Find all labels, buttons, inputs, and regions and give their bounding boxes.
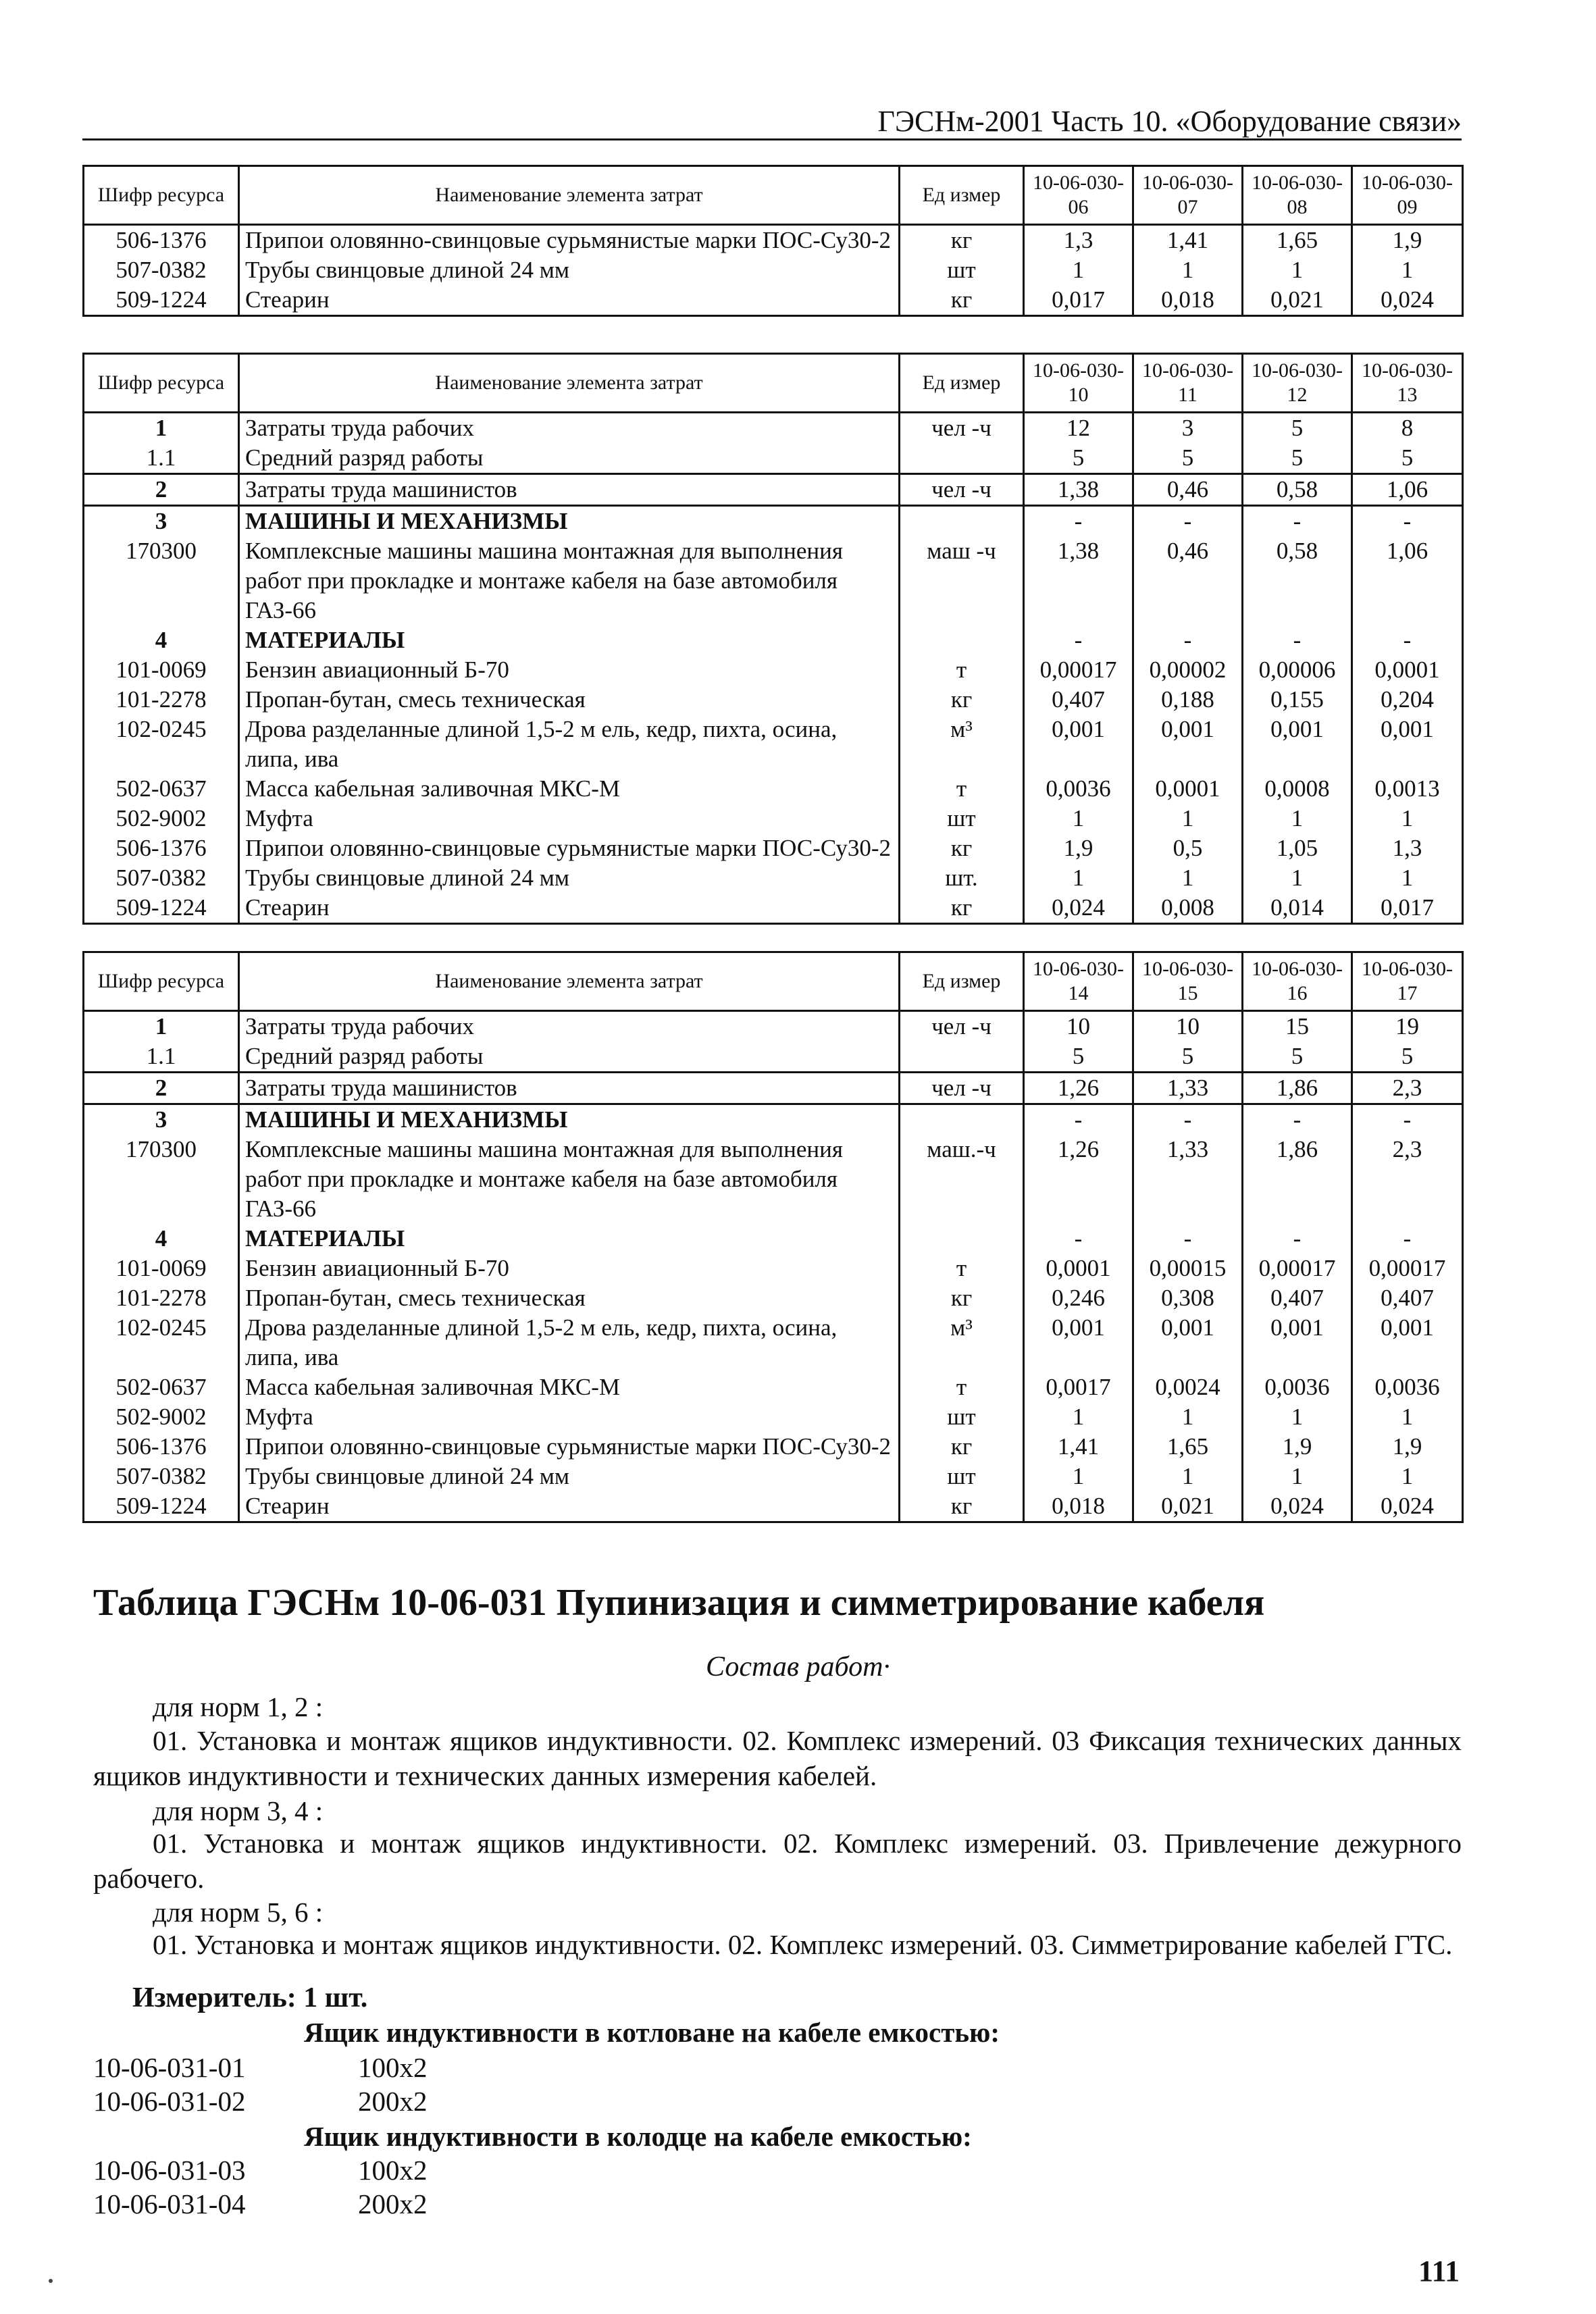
norm-value: 0,001 (1024, 715, 1133, 774)
resource-name: Муфта (239, 804, 900, 833)
norm-value: 1,41 (1133, 225, 1243, 256)
norm-value: - (1024, 1224, 1133, 1254)
table-row (84, 474, 1463, 506)
header-name: Наименование элемента затрат (239, 354, 900, 413)
header-norm: 10-06-030-07 (1133, 166, 1243, 225)
table-row (84, 1462, 1463, 1491)
norm-value: 0,407 (1243, 1283, 1352, 1313)
for-norms-3-4: для норм 3, 4 : (153, 1795, 324, 1826)
norm-value: 0,407 (1352, 1283, 1463, 1313)
norm-value: 1 (1024, 255, 1133, 285)
resource-code: 502-9002 (84, 804, 239, 833)
resource-name: МАТЕРИАЛЫ (239, 625, 900, 655)
resource-name: Муфта (239, 1402, 900, 1432)
resource-unit: т (900, 1254, 1024, 1283)
norm-value: - (1352, 1104, 1463, 1135)
resource-code: 509-1224 (84, 285, 239, 316)
header-norm: 10-06-030-13 (1352, 354, 1463, 413)
group-heading-pit: Ящик индуктивности в котловане на кабеле емкостью: (304, 2017, 1000, 2048)
for-norms-1-2: для норм 1, 2 : (153, 1691, 324, 1722)
resource-code: 101-2278 (84, 1283, 239, 1313)
norm-value: 1 (1133, 1402, 1243, 1432)
norm-value: 0,001 (1133, 1313, 1243, 1372)
table-row (84, 1432, 1463, 1462)
norm-value: 1,05 (1243, 833, 1352, 863)
norm-value: 0,001 (1243, 715, 1352, 774)
resource-name: Масса кабельная заливочная МКС-М (239, 1372, 900, 1402)
table-row (84, 1491, 1463, 1522)
norm-value: 1 (1243, 1402, 1352, 1432)
resource-unit: маш.-ч (900, 1135, 1024, 1224)
norm-value: 0,0001 (1133, 774, 1243, 804)
table-row (84, 833, 1463, 863)
norm-value: 0,018 (1024, 1491, 1133, 1522)
for-norms-5-6: для норм 5, 6 : (153, 1897, 324, 1928)
resource-code: 101-0069 (84, 1254, 239, 1283)
norm-value: 5 (1243, 1042, 1352, 1073)
resource-name: МАТЕРИАЛЫ (239, 1224, 900, 1254)
norm-value: 5 (1133, 443, 1243, 474)
header-norm: 10-06-030-12 (1243, 354, 1352, 413)
norm-value: 1,26 (1024, 1073, 1133, 1104)
header-norm: 10-06-030-11 (1133, 354, 1243, 413)
norm-value: 0,024 (1352, 285, 1463, 316)
table-row (84, 443, 1463, 474)
resource-code: 506-1376 (84, 833, 239, 863)
norm-value: 1,65 (1243, 225, 1352, 256)
norm-value: 1 (1352, 804, 1463, 833)
resource-unit: чел -ч (900, 413, 1024, 444)
resource-unit: т (900, 774, 1024, 804)
resource-unit: кг (900, 225, 1024, 256)
table-row (84, 1254, 1463, 1283)
header-rule (82, 138, 1462, 140)
resource-unit (900, 1042, 1024, 1073)
norm-value: 19 (1352, 1011, 1463, 1042)
norm-value: - (1352, 625, 1463, 655)
norm-value: 0,0024 (1133, 1372, 1243, 1402)
resource-name: Бензин авиационный Б-70 (239, 655, 900, 685)
table-row (84, 863, 1463, 893)
resource-unit: шт. (900, 863, 1024, 893)
norm-value: 1,9 (1024, 833, 1133, 863)
group-heading-well: Ящик индуктивности в колодце на кабеле емкостью: (304, 2121, 972, 2152)
norm-value: 0,00017 (1243, 1254, 1352, 1283)
resource-code: 4 (84, 1224, 239, 1254)
norm-value: - (1024, 506, 1133, 537)
norm-value: 0,008 (1133, 893, 1243, 924)
resource-name: МАШИНЫ И МЕХАНИЗМЫ (239, 1104, 900, 1135)
resource-unit: чел -ч (900, 1011, 1024, 1042)
norm-value: 0,00015 (1133, 1254, 1243, 1283)
resource-name: Стеарин (239, 1491, 900, 1522)
table-row (84, 1313, 1463, 1372)
resource-code: 3 (84, 506, 239, 537)
norm-value: - (1133, 1104, 1243, 1135)
norm-value: - (1243, 1224, 1352, 1254)
norm-value: - (1352, 506, 1463, 537)
norm-value: 0,58 (1243, 536, 1352, 625)
norm-value: 0,024 (1243, 1491, 1352, 1522)
resource-name: Припои оловянно-свинцовые сурьмянистые марки ПОС-Су30-2 (239, 1432, 900, 1462)
norm-value: 15 (1243, 1011, 1352, 1042)
norm-value: - (1024, 625, 1133, 655)
page-number: 111 (1418, 2255, 1460, 2288)
norm-value: 1,41 (1024, 1432, 1133, 1462)
table-row (84, 506, 1463, 537)
resource-name: Комплексные машины машина монтажная для выполнения работ при прокладке и монтаже кабеля на базе автомобиля ГАЗ-66 (239, 1135, 900, 1224)
norm-code: 10-06-031-03 (93, 2155, 246, 2186)
resource-code: 101-0069 (84, 655, 239, 685)
work-list-5-6: 01. Установка и монтаж ящиков индуктивности. 02. Комплекс измерений. 03. Симметрирование кабелей ГТС. (153, 1929, 1453, 1960)
norm-value: - (1024, 1104, 1133, 1135)
norm-value: 0,001 (1133, 715, 1243, 774)
norm-value: 1,26 (1024, 1135, 1133, 1224)
norm-value: 5 (1352, 1042, 1463, 1073)
resource-unit: м³ (900, 715, 1024, 774)
norm-value: 0,00017 (1352, 1254, 1463, 1283)
table-row (84, 685, 1463, 715)
resource-code: 509-1224 (84, 893, 239, 924)
table-row (84, 1372, 1463, 1402)
norm-value: - (1133, 1224, 1243, 1254)
resource-code: 102-0245 (84, 715, 239, 774)
norm-value: 0,5 (1133, 833, 1243, 863)
resource-unit (900, 506, 1024, 537)
norm-value: 12 (1024, 413, 1133, 444)
norm-value: 1 (1024, 863, 1133, 893)
resource-code: 1.1 (84, 443, 239, 474)
norm-value: 5 (1243, 413, 1352, 444)
header-unit: Ед измер (900, 354, 1024, 413)
table-row (84, 1224, 1463, 1254)
resource-code: 506-1376 (84, 225, 239, 256)
table-row (84, 536, 1463, 625)
norm-value: 0,0017 (1024, 1372, 1133, 1402)
resource-code: 507-0382 (84, 255, 239, 285)
norm-value: 1,9 (1352, 1432, 1463, 1462)
norm-value: 0,00006 (1243, 655, 1352, 685)
resource-unit: т (900, 655, 1024, 685)
table-row (84, 225, 1463, 256)
header-unit: Ед измер (900, 166, 1024, 225)
resource-name: Дрова разделанные длиной 1,5-2 м ель, кедр, пихта, осина, липа, ива (239, 1313, 900, 1372)
norm-value: 0,024 (1352, 1491, 1463, 1522)
table-row (84, 804, 1463, 833)
scan-speck (49, 2279, 53, 2283)
table-row (84, 413, 1463, 444)
resource-unit: кг (900, 833, 1024, 863)
resource-name: Припои оловянно-свинцовые сурьмянистые марки ПОС-Су30-2 (239, 225, 900, 256)
table-row (84, 893, 1463, 924)
norm-value: 0,58 (1243, 474, 1352, 506)
norm-value: 1 (1243, 863, 1352, 893)
norm-value: 1 (1352, 863, 1463, 893)
resource-unit (900, 1104, 1024, 1135)
resource-unit: шт (900, 1462, 1024, 1491)
norm-value: 1 (1024, 804, 1133, 833)
resource-code: 502-0637 (84, 1372, 239, 1402)
table-row (84, 1042, 1463, 1073)
resource-table-030-10-13 (82, 353, 1464, 925)
header-code: Шифр ресурса (84, 354, 239, 413)
norm-value: - (1243, 1104, 1352, 1135)
header-code: Шифр ресурса (84, 166, 239, 225)
norm-value: 3 (1133, 413, 1243, 444)
running-header: ГЭСНм-2001 Часть 10. «Оборудование связи» (877, 105, 1462, 138)
resource-name: Средний разряд работы (239, 1042, 900, 1073)
norm-value: 0,246 (1024, 1283, 1133, 1313)
norm-value: 2,3 (1352, 1073, 1463, 1104)
norm-value: 0,018 (1133, 285, 1243, 316)
work-list-1-2: 01. Установка и монтаж ящиков индуктивности. 02. Комплекс измерений. 03 Фиксация технических данных ящиков индуктивности и технических данных измерения кабелей. (93, 1725, 1462, 1791)
norm-value: 1,06 (1352, 474, 1463, 506)
resource-code: 102-0245 (84, 1313, 239, 1372)
header-norm: 10-06-030-15 (1133, 952, 1243, 1011)
resource-code: 170300 (84, 536, 239, 625)
meter-unit: Измеритель: 1 шт. (132, 1982, 368, 2013)
norm-value: 5 (1024, 1042, 1133, 1073)
norm-value: 1 (1133, 1462, 1243, 1491)
norm-value: 0,46 (1133, 536, 1243, 625)
norm-value: 5 (1352, 443, 1463, 474)
norm-value: 8 (1352, 413, 1463, 444)
resource-unit: чел -ч (900, 1073, 1024, 1104)
resource-name: Бензин авиационный Б-70 (239, 1254, 900, 1283)
norm-value: 10 (1024, 1011, 1133, 1042)
norm-value: 1 (1243, 804, 1352, 833)
resource-unit: кг (900, 1432, 1024, 1462)
resource-name: Стеарин (239, 285, 900, 316)
resource-name: Затраты труда рабочих (239, 413, 900, 444)
resource-name: Трубы свинцовые длиной 24 мм (239, 863, 900, 893)
resource-name: Дрова разделанные длиной 1,5-2 м ель, кедр, пихта, осина, липа, ива (239, 715, 900, 774)
norm-value: - (1243, 506, 1352, 537)
table-row (84, 1402, 1463, 1432)
norm-value: 1,38 (1024, 474, 1133, 506)
resource-name: Масса кабельная заливочная МКС-М (239, 774, 900, 804)
norm-value: 0,0036 (1243, 1372, 1352, 1402)
norm-value: 0,407 (1024, 685, 1133, 715)
norm-value: 0,0001 (1024, 1254, 1133, 1283)
norm-code: 10-06-031-01 (93, 2052, 246, 2083)
norm-value: 0,204 (1352, 685, 1463, 715)
resource-code: 101-2278 (84, 685, 239, 715)
resource-name: Затраты труда машинистов (239, 1073, 900, 1104)
norm-value: 2,3 (1352, 1135, 1463, 1224)
norm-value: 0,001 (1243, 1313, 1352, 1372)
norm-code: 10-06-031-02 (93, 2086, 246, 2117)
resource-unit (900, 1224, 1024, 1254)
norm-value: 0,017 (1352, 893, 1463, 924)
header-norm: 10-06-030-09 (1352, 166, 1463, 225)
norm-value: 0,0036 (1024, 774, 1133, 804)
norm-value: 5 (1133, 1042, 1243, 1073)
norm-capacity: 100x2 (358, 2052, 428, 2083)
header-norm: 10-06-030-17 (1352, 952, 1463, 1011)
resource-unit: маш -ч (900, 536, 1024, 625)
norm-value: 1,9 (1243, 1432, 1352, 1462)
norm-value: 0,0013 (1352, 774, 1463, 804)
header-norm: 10-06-030-06 (1024, 166, 1133, 225)
header-norm: 10-06-030-14 (1024, 952, 1133, 1011)
resource-name: Трубы свинцовые длиной 24 мм (239, 255, 900, 285)
resource-code: 509-1224 (84, 1491, 239, 1522)
resource-unit: кг (900, 1491, 1024, 1522)
resource-code: 507-0382 (84, 863, 239, 893)
resource-code: 1 (84, 1011, 239, 1042)
norm-capacity: 100x2 (358, 2155, 428, 2186)
norm-value: 5 (1243, 443, 1352, 474)
resource-code: 1 (84, 413, 239, 444)
resource-unit: шт (900, 255, 1024, 285)
resource-unit: кг (900, 893, 1024, 924)
table-row (84, 285, 1463, 316)
resource-name: Трубы свинцовые длиной 24 мм (239, 1462, 900, 1491)
norm-value: 1 (1352, 255, 1463, 285)
norm-value: 5 (1024, 443, 1133, 474)
norm-value: 0,188 (1133, 685, 1243, 715)
resource-code: 506-1376 (84, 1432, 239, 1462)
norm-value: 1 (1352, 1462, 1463, 1491)
norm-value: - (1133, 506, 1243, 537)
header-norm: 10-06-030-10 (1024, 354, 1133, 413)
resource-unit: кг (900, 685, 1024, 715)
resource-name: Припои оловянно-свинцовые сурьмянистые марки ПОС-Су30-2 (239, 833, 900, 863)
norm-value: 1,06 (1352, 536, 1463, 625)
resource-name: Затраты труда рабочих (239, 1011, 900, 1042)
table-title: Таблица ГЭСНм 10-06-031 Пупинизация и симметрирование кабеля (93, 1582, 1265, 1624)
table-row (84, 774, 1463, 804)
table-row (84, 1073, 1463, 1104)
resource-code: 502-9002 (84, 1402, 239, 1432)
norm-capacity: 200x2 (358, 2086, 428, 2117)
norm-value: 0,0008 (1243, 774, 1352, 804)
header-code: Шифр ресурса (84, 952, 239, 1011)
norm-code: 10-06-031-04 (93, 2188, 246, 2219)
table-row (84, 1283, 1463, 1313)
resource-unit: т (900, 1372, 1024, 1402)
norm-value: 0,0036 (1352, 1372, 1463, 1402)
norm-value: 1 (1024, 1462, 1133, 1491)
resource-name: Средний разряд работы (239, 443, 900, 474)
norm-capacity: 200x2 (358, 2188, 428, 2219)
norm-value: 0,46 (1133, 474, 1243, 506)
norm-value: - (1243, 625, 1352, 655)
norm-value: 0,00002 (1133, 655, 1243, 685)
resource-code: 507-0382 (84, 1462, 239, 1491)
table-row (84, 1011, 1463, 1042)
resource-name: Комплексные машины машина монтажная для выполнения работ при прокладке и монтаже кабеля на базе автомобиля ГАЗ-66 (239, 536, 900, 625)
resource-unit (900, 625, 1024, 655)
resource-unit: кг (900, 285, 1024, 316)
table-row (84, 625, 1463, 655)
norm-value: 1,3 (1024, 225, 1133, 256)
norm-value: 0,155 (1243, 685, 1352, 715)
resource-code: 502-0637 (84, 774, 239, 804)
table-row (84, 715, 1463, 774)
norm-value: 0,001 (1352, 715, 1463, 774)
norm-value: 1 (1243, 1462, 1352, 1491)
norm-value: 10 (1133, 1011, 1243, 1042)
resource-name: Стеарин (239, 893, 900, 924)
norm-value: 1 (1133, 804, 1243, 833)
header-norm: 10-06-030-08 (1243, 166, 1352, 225)
norm-value: 0,017 (1024, 285, 1133, 316)
norm-value: 1,33 (1133, 1135, 1243, 1224)
norm-value: 0,021 (1133, 1491, 1243, 1522)
norm-value: - (1352, 1224, 1463, 1254)
header-name: Наименование элемента затрат (239, 952, 900, 1011)
resource-name: Затраты труда машинистов (239, 474, 900, 506)
resource-unit (900, 443, 1024, 474)
resource-unit: шт (900, 804, 1024, 833)
norm-value: 1 (1133, 255, 1243, 285)
norm-value: 1,3 (1352, 833, 1463, 863)
work-composition-heading: Состав работ· (706, 1651, 890, 1682)
resource-unit: чел -ч (900, 474, 1024, 506)
resource-unit: кг (900, 1283, 1024, 1313)
norm-value: 0,021 (1243, 285, 1352, 316)
norm-value: 0,024 (1024, 893, 1133, 924)
norm-value: 1 (1133, 863, 1243, 893)
norm-value: 0,308 (1133, 1283, 1243, 1313)
header-norm: 10-06-030-16 (1243, 952, 1352, 1011)
resource-unit: м³ (900, 1313, 1024, 1372)
table-row (84, 255, 1463, 285)
resource-code: 4 (84, 625, 239, 655)
work-list-3-4: 01. Установка и монтаж ящиков индуктивности. 02. Комплекс измерений. 03. Привлечение дежурного рабочего. (93, 1828, 1462, 1894)
resource-code: 3 (84, 1104, 239, 1135)
resource-code: 1.1 (84, 1042, 239, 1073)
resource-table-030-14-17 (82, 951, 1464, 1523)
norm-value: 0,001 (1352, 1313, 1463, 1372)
norm-value: 0,00017 (1024, 655, 1133, 685)
resource-code: 2 (84, 1073, 239, 1104)
resource-name: Пропан-бутан, смесь техническая (239, 685, 900, 715)
resource-code: 170300 (84, 1135, 239, 1224)
norm-value: 1,33 (1133, 1073, 1243, 1104)
norm-value: - (1133, 625, 1243, 655)
norm-value: 1,65 (1133, 1432, 1243, 1462)
header-unit: Ед измер (900, 952, 1024, 1011)
norm-value: 1,86 (1243, 1073, 1352, 1104)
resource-unit: шт (900, 1402, 1024, 1432)
norm-value: 0,001 (1024, 1313, 1133, 1372)
norm-value: 1,38 (1024, 536, 1133, 625)
table-row (84, 1135, 1463, 1224)
norm-value: 1 (1352, 1402, 1463, 1432)
header-name: Наименование элемента затрат (239, 166, 900, 225)
resource-table-030-06-09 (82, 165, 1464, 317)
resource-code: 2 (84, 474, 239, 506)
norm-value: 1 (1243, 255, 1352, 285)
norm-value: 1,9 (1352, 225, 1463, 256)
table-row (84, 655, 1463, 685)
norm-value: 0,014 (1243, 893, 1352, 924)
norm-value: 1,86 (1243, 1135, 1352, 1224)
norm-value: 1 (1024, 1402, 1133, 1432)
table-row (84, 1104, 1463, 1135)
resource-name: МАШИНЫ И МЕХАНИЗМЫ (239, 506, 900, 537)
norm-value: 0,0001 (1352, 655, 1463, 685)
resource-name: Пропан-бутан, смесь техническая (239, 1283, 900, 1313)
